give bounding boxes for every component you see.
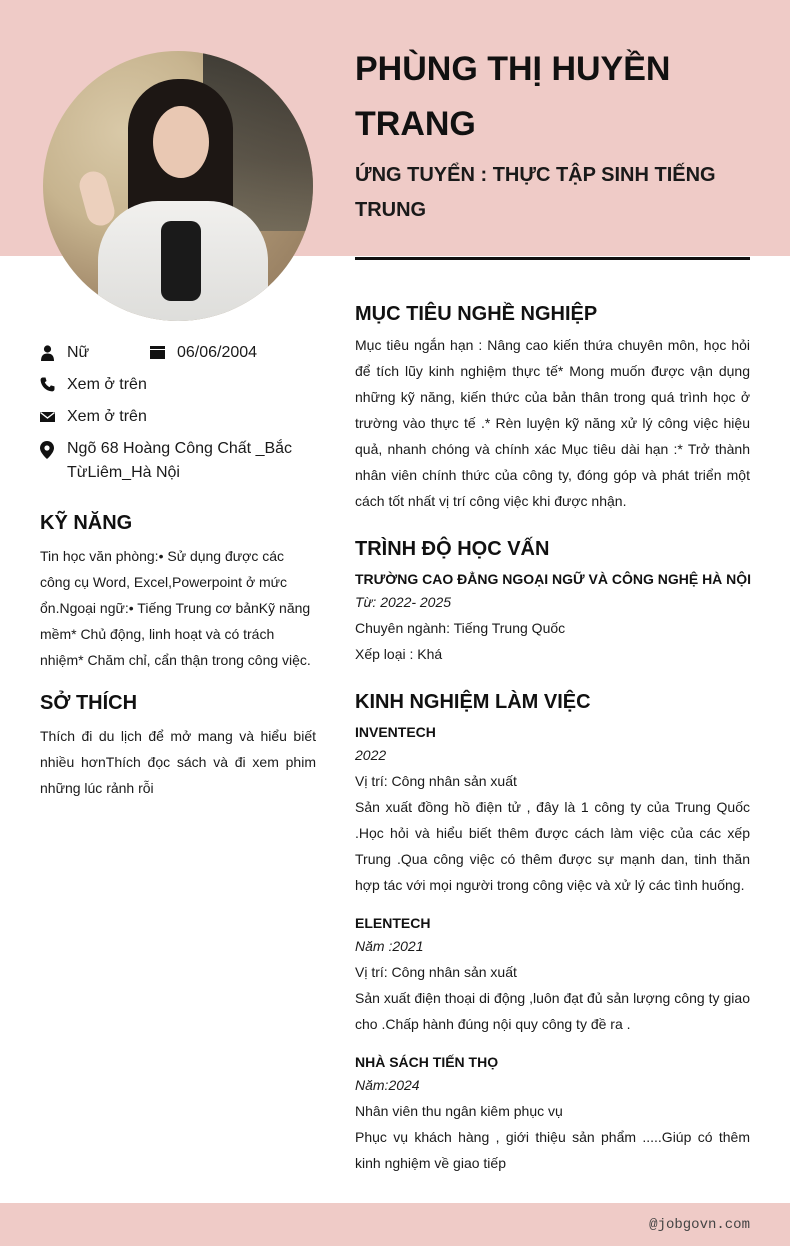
calendar-icon [150, 345, 165, 360]
job-description: Sản xuất đồng hồ điện tử , đây là 1 công ty của Trung Quốc .Học hỏi và hiểu biết thêm được cách làm việc của các xếp Trung .Qua công việc có thêm được sự mạnh dan, tinh thăn hợp tác với mọi người trong công việc và xử lý các tình huống. [355, 799, 750, 893]
school-name: TRƯỜNG CAO ĐẲNG NGOẠI NGỮ VÀ CÔNG NGHỆ HÀ NỘI [355, 571, 752, 587]
header-divider [355, 257, 750, 260]
job-position: Vị trí: Công nhân sản xuất [355, 773, 517, 789]
address-value: Ngõ 68 Hoàng Công Chất _Bắc TừLiêm_Hà Nội [67, 440, 293, 481]
location-pin-icon [40, 441, 55, 456]
photo-inner-shirt [161, 221, 201, 301]
objective-title: MỤC TIÊU NGHỀ NGHIỆP [355, 303, 598, 325]
job-period: Năm:2024 [355, 1077, 420, 1093]
contact-address [40, 437, 310, 485]
applied-position: ỨNG TUYỂN : THỰC TẬP SINH TIẾNG TRUNG [355, 164, 716, 221]
job-position: Vị trí: Công nhân sản xuất [355, 964, 517, 980]
education-grade: Xếp loại : Khá [355, 646, 443, 662]
job-period: 2022 [355, 747, 387, 763]
education-title: TRÌNH ĐỘ HỌC VẤN [355, 538, 550, 560]
experience-title: KINH NGHIỆM LÀM VIỆC [355, 691, 591, 713]
job-description: Phục vụ khách hàng , giới thiệu sản phẩm .....Giúp có thêm kinh nghiệm về giao tiếp [355, 1129, 750, 1171]
photo-face [153, 106, 209, 178]
contact-gender [40, 341, 89, 365]
mail-icon [40, 409, 55, 424]
hobbies-title: SỞ THÍCH [40, 692, 138, 714]
candidate-name: PHÙNG THỊ HUYỀN TRANG [355, 50, 671, 143]
job-company: INVENTECH [355, 724, 436, 740]
photo-hand [76, 168, 117, 228]
footer-watermark: @jobgovn.com [649, 1217, 750, 1233]
contact-phone [40, 373, 147, 397]
education-period: Từ: 2022- 2025 [355, 594, 452, 610]
contact-birthday [150, 341, 257, 365]
person-icon [40, 345, 55, 360]
gender-value: Nữ [67, 344, 90, 361]
contact-email [40, 405, 147, 429]
hobbies-text: Thích đi du lịch để mở mang và hiểu biết nhiều hơnThích đọc sách và đi xem phim những lúc rảnh rỗi [40, 728, 316, 796]
job-description: Sản xuất điện thoại di động ,luôn đạt đủ sản lượng công ty giao cho .Chấp hành đúng nội quy công ty đề ra . [355, 990, 750, 1032]
job-company: NHÀ SÁCH TIẾN THỌ [355, 1054, 499, 1070]
skills-title: KỸ NĂNG [40, 512, 133, 534]
footer-band [0, 1203, 790, 1246]
phone-icon [40, 377, 55, 392]
email-value: Xem ở trên [67, 408, 147, 425]
profile-photo [43, 51, 313, 321]
job-position: Nhân viên thu ngân kiêm phục vụ [355, 1103, 563, 1119]
birthday-value: 06/06/2004 [177, 344, 258, 361]
skills-text: Tin học văn phòng:• Sử dụng được các công cụ Word, Excel,Powerpoint ở mức ổn.Ngoại ngữ:• Tiếng Trung cơ bảnKỹ năng mềm* Chủ động, linh hoạt và có trách nhiệm* Chăm chỉ, cẩn thận trong công việc. [40, 548, 311, 668]
objective-text: Mục tiêu ngắn hạn : Nâng cao kiến thứa chuyên môn, học hỏi để tích lũy kinh nghiệm thực tế* Mong muốn được vận dụng những kỹ năng, kiến thức của bản thân trong quá trình học ở trường vào thực tế .* Rèn luyện kỹ năng xử lý công việc hiệu quả, nhanh chóng và chính xác Mục tiêu dài hạn :* Trở thành nhân viên chính thức của công ty, đóng góp và phát triển một cách tốt nhất vị trí công việc khi được nhận. [355, 337, 750, 509]
job-period: Năm :2021 [355, 938, 424, 954]
job-company: ELENTECH [355, 915, 431, 931]
education-major: Chuyên ngành: Tiếng Trung Quốc [355, 620, 566, 636]
phone-value: Xem ở trên [67, 376, 147, 393]
